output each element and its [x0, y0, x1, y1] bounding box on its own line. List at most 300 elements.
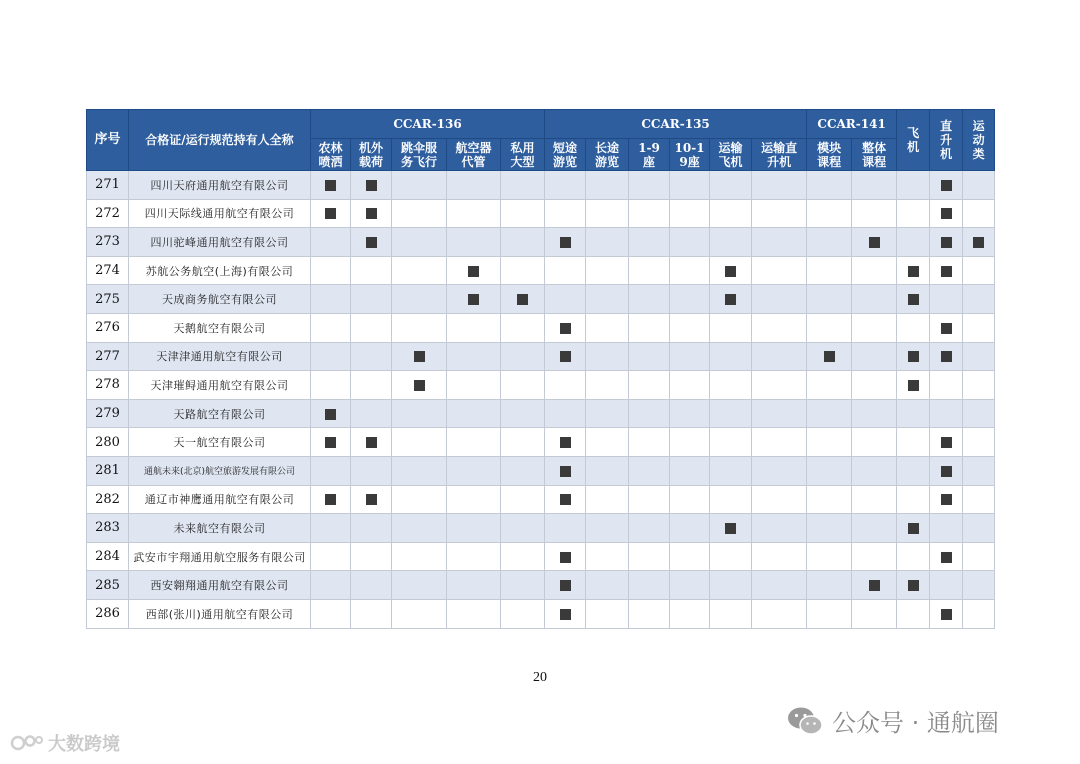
table-row [87, 514, 995, 543]
mark-cell [501, 571, 545, 600]
mark-cell [930, 514, 963, 543]
table-row [87, 571, 995, 600]
mark-cell [930, 285, 963, 314]
mark-cell [897, 285, 930, 314]
mark-cell [670, 456, 710, 485]
mark-cell [629, 542, 670, 571]
mark-cell [351, 171, 392, 200]
mark-cell [807, 428, 852, 457]
mark-cell [670, 313, 710, 342]
mark-cell [351, 342, 392, 371]
mark-cell [311, 171, 351, 200]
mark-cell [311, 428, 351, 457]
company-name: 西部(张川)通用航空有限公司 [129, 599, 311, 628]
check-mark-square [325, 494, 336, 505]
row-number: 284 [87, 542, 129, 571]
mark-cell [311, 313, 351, 342]
mark-cell [807, 542, 852, 571]
mark-cell [963, 371, 995, 400]
company-name: 天路航空有限公司 [129, 399, 311, 428]
mark-cell [545, 456, 586, 485]
mark-cell [930, 485, 963, 514]
mark-cell [501, 485, 545, 514]
mark-cell [897, 199, 930, 228]
header-seq: 序号 [87, 110, 129, 171]
mark-cell [897, 571, 930, 600]
mark-cell [963, 256, 995, 285]
mark-cell [710, 313, 752, 342]
mark-cell [351, 571, 392, 600]
mark-cell [447, 342, 501, 371]
header-group-ccar136: CCAR-136 [311, 110, 545, 139]
check-mark-square [941, 466, 952, 477]
check-mark-square [908, 294, 919, 305]
mark-cell [392, 514, 447, 543]
mark-cell [852, 342, 897, 371]
check-mark-square [941, 552, 952, 563]
mark-cell [670, 514, 710, 543]
mark-cell [392, 342, 447, 371]
mark-cell [852, 542, 897, 571]
mark-cell [501, 228, 545, 257]
mark-cell [311, 571, 351, 600]
mark-cell [351, 542, 392, 571]
mark-cell [807, 342, 852, 371]
mark-cell [447, 371, 501, 400]
mark-cell [351, 313, 392, 342]
mark-cell [670, 485, 710, 514]
mark-cell [501, 199, 545, 228]
check-mark-square [869, 580, 880, 591]
mark-cell [670, 171, 710, 200]
header-helicopter: 直 升 机 [930, 110, 963, 171]
mark-cell [852, 256, 897, 285]
mark-cell [392, 228, 447, 257]
mark-cell [447, 456, 501, 485]
watermark-left-text: 大数跨境 [48, 734, 120, 755]
row-number: 273 [87, 228, 129, 257]
company-name: 西安翱翔通用航空有限公司 [129, 571, 311, 600]
mark-cell [930, 399, 963, 428]
header-sub-long-tour: 长途 游览 [586, 139, 629, 171]
mark-cell [752, 342, 807, 371]
row-number: 282 [87, 485, 129, 514]
mark-cell [311, 399, 351, 428]
mark-cell [392, 171, 447, 200]
table-row [87, 313, 995, 342]
mark-cell [807, 456, 852, 485]
mark-cell [629, 228, 670, 257]
mark-cell [311, 542, 351, 571]
mark-cell [392, 428, 447, 457]
mark-cell [670, 571, 710, 600]
mark-cell [963, 571, 995, 600]
mark-cell [501, 171, 545, 200]
mark-cell [710, 456, 752, 485]
check-mark-square [560, 351, 571, 362]
mark-cell [447, 199, 501, 228]
mark-cell [629, 571, 670, 600]
mark-cell [447, 599, 501, 628]
company-name: 苏航公务航空(上海)有限公司 [129, 256, 311, 285]
mark-cell [501, 313, 545, 342]
mark-cell [930, 199, 963, 228]
check-mark-square [560, 237, 571, 248]
check-mark-square [325, 437, 336, 448]
mark-cell [963, 399, 995, 428]
mark-cell [752, 599, 807, 628]
check-mark-square [366, 208, 377, 219]
header-sport: 运 动 类 [963, 110, 995, 171]
mark-cell [963, 599, 995, 628]
mark-cell [710, 228, 752, 257]
mark-cell [670, 199, 710, 228]
mark-cell [963, 514, 995, 543]
mark-cell [710, 285, 752, 314]
mark-cell [351, 485, 392, 514]
mark-cell [545, 485, 586, 514]
mark-cell [501, 399, 545, 428]
mark-cell [852, 571, 897, 600]
mark-cell [392, 256, 447, 285]
mark-cell [852, 428, 897, 457]
mark-cell [752, 571, 807, 600]
mark-cell [710, 399, 752, 428]
mark-cell [807, 199, 852, 228]
mark-cell [752, 542, 807, 571]
mark-cell [752, 228, 807, 257]
company-name: 天一航空有限公司 [129, 428, 311, 457]
check-mark-square [941, 494, 952, 505]
bigdata-logo-icon [10, 733, 44, 753]
check-mark-square [325, 180, 336, 191]
mark-cell [897, 228, 930, 257]
mark-cell [670, 285, 710, 314]
mark-cell [852, 599, 897, 628]
mark-cell [930, 571, 963, 600]
table-row [87, 256, 995, 285]
mark-cell [629, 399, 670, 428]
mark-cell [897, 313, 930, 342]
mark-cell [670, 399, 710, 428]
mark-cell [351, 428, 392, 457]
check-mark-square [725, 294, 736, 305]
row-number: 283 [87, 514, 129, 543]
mark-cell [629, 371, 670, 400]
mark-cell [930, 313, 963, 342]
mark-cell [351, 599, 392, 628]
row-number: 280 [87, 428, 129, 457]
mark-cell [351, 256, 392, 285]
mark-cell [897, 599, 930, 628]
mark-cell [447, 428, 501, 457]
mark-cell [501, 256, 545, 285]
mark-cell [807, 514, 852, 543]
mark-cell [629, 485, 670, 514]
mark-cell [447, 542, 501, 571]
table-row [87, 171, 995, 200]
watermark-left [10, 730, 120, 756]
header-holder-name: 合格证/运行规范持有人全称 [129, 110, 311, 171]
check-mark-square [973, 237, 984, 248]
mark-cell [586, 342, 629, 371]
table-row [87, 485, 995, 514]
mark-cell [897, 399, 930, 428]
watermark-right [786, 703, 999, 738]
check-mark-square [560, 552, 571, 563]
table-row [87, 542, 995, 571]
mark-cell [963, 456, 995, 485]
check-mark-square [941, 351, 952, 362]
check-mark-square [560, 609, 571, 620]
check-mark-square [869, 237, 880, 248]
check-mark-square [725, 523, 736, 534]
mark-cell [629, 313, 670, 342]
check-mark-square [908, 351, 919, 362]
mark-cell [586, 256, 629, 285]
mark-cell [807, 171, 852, 200]
mark-cell [447, 171, 501, 200]
check-mark-square [325, 409, 336, 420]
mark-cell [930, 542, 963, 571]
mark-cell [963, 171, 995, 200]
row-number: 285 [87, 571, 129, 600]
header-sub-transport-plane: 运输 飞机 [710, 139, 752, 171]
page-number: 20 [533, 670, 547, 685]
mark-cell [586, 599, 629, 628]
header-sub-short-tour: 短途 游览 [545, 139, 586, 171]
header-group-ccar141: CCAR-141 [807, 110, 897, 139]
mark-cell [311, 371, 351, 400]
mark-cell [447, 285, 501, 314]
check-mark-square [560, 466, 571, 477]
company-name: 天津津通用航空有限公司 [129, 342, 311, 371]
mark-cell [311, 228, 351, 257]
mark-cell [629, 256, 670, 285]
mark-cell [447, 571, 501, 600]
company-name: 武安市宇翔通用航空服务有限公司 [129, 542, 311, 571]
mark-cell [501, 542, 545, 571]
mark-cell [311, 514, 351, 543]
row-number: 277 [87, 342, 129, 371]
mark-cell [852, 485, 897, 514]
mark-cell [897, 256, 930, 285]
mark-cell [545, 371, 586, 400]
company-name: 天鹅航空有限公司 [129, 313, 311, 342]
mark-cell [392, 313, 447, 342]
mark-cell [545, 428, 586, 457]
mark-cell [752, 371, 807, 400]
mark-cell [963, 199, 995, 228]
mark-cell [963, 542, 995, 571]
check-mark-square [908, 266, 919, 277]
mark-cell [963, 228, 995, 257]
mark-cell [447, 228, 501, 257]
mark-cell [930, 428, 963, 457]
mark-cell [710, 342, 752, 371]
mark-cell [447, 399, 501, 428]
mark-cell [311, 199, 351, 228]
check-mark-square [414, 380, 425, 391]
mark-cell [392, 456, 447, 485]
mark-cell [852, 171, 897, 200]
row-number: 272 [87, 199, 129, 228]
mark-cell [629, 599, 670, 628]
mark-cell [963, 342, 995, 371]
mark-cell [392, 485, 447, 514]
mark-cell [752, 485, 807, 514]
mark-cell [670, 228, 710, 257]
check-mark-square [941, 180, 952, 191]
mark-cell [629, 514, 670, 543]
company-name: 通辽市神鹰通用航空有限公司 [129, 485, 311, 514]
mark-cell [586, 485, 629, 514]
mark-cell [586, 428, 629, 457]
mark-cell [586, 313, 629, 342]
header-sub-external-load: 机外 载荷 [351, 139, 392, 171]
mark-cell [807, 285, 852, 314]
mark-cell [897, 342, 930, 371]
check-mark-square [941, 237, 952, 248]
mark-cell [545, 256, 586, 285]
header-sub-private-large: 私用 大型 [501, 139, 545, 171]
mark-cell [586, 514, 629, 543]
mark-cell [351, 371, 392, 400]
mark-cell [392, 599, 447, 628]
mark-cell [670, 599, 710, 628]
mark-cell [852, 514, 897, 543]
mark-cell [629, 285, 670, 314]
company-name: 天津璀鲟通用航空有限公司 [129, 371, 311, 400]
check-mark-square [941, 609, 952, 620]
mark-cell [852, 228, 897, 257]
mark-cell [501, 456, 545, 485]
row-number: 271 [87, 171, 129, 200]
mark-cell [852, 456, 897, 485]
check-mark-square [941, 323, 952, 334]
mark-cell [670, 542, 710, 571]
mark-cell [710, 371, 752, 400]
check-mark-square [468, 294, 479, 305]
header-sub-ag-spray: 农林 喷洒 [311, 139, 351, 171]
header-group-ccar135: CCAR-135 [545, 110, 807, 139]
check-mark-square [560, 323, 571, 334]
mark-cell [311, 256, 351, 285]
watermark-right-text: 公众号 · 通航圈 [832, 709, 999, 737]
mark-cell [710, 485, 752, 514]
mark-cell [930, 256, 963, 285]
table-body [87, 171, 995, 629]
mark-cell [392, 571, 447, 600]
mark-cell [311, 342, 351, 371]
mark-cell [447, 514, 501, 543]
mark-cell [545, 313, 586, 342]
check-mark-square [941, 208, 952, 219]
mark-cell [586, 228, 629, 257]
wechat-icon [786, 705, 824, 737]
check-mark-square [560, 494, 571, 505]
header-sub-transport-heli: 运输直 升机 [752, 139, 807, 171]
mark-cell [930, 599, 963, 628]
mark-cell [545, 399, 586, 428]
mark-cell [586, 571, 629, 600]
mark-cell [501, 285, 545, 314]
table-row [87, 599, 995, 628]
company-name: 未来航空有限公司 [129, 514, 311, 543]
mark-cell [501, 342, 545, 371]
check-mark-square [366, 494, 377, 505]
check-mark-square [725, 266, 736, 277]
mark-cell [852, 371, 897, 400]
mark-cell [586, 285, 629, 314]
mark-cell [897, 371, 930, 400]
mark-cell [351, 514, 392, 543]
check-mark-square [824, 351, 835, 362]
header-sub-integrated-course: 整体 课程 [852, 139, 897, 171]
mark-cell [710, 599, 752, 628]
mark-cell [392, 199, 447, 228]
mark-cell [752, 514, 807, 543]
mark-cell [710, 514, 752, 543]
mark-cell [351, 228, 392, 257]
check-mark-square [366, 437, 377, 448]
mark-cell [629, 199, 670, 228]
mark-cell [670, 371, 710, 400]
company-name: 四川驼峰通用航空有限公司 [129, 228, 311, 257]
mark-cell [930, 371, 963, 400]
row-number: 281 [87, 456, 129, 485]
mark-cell [963, 485, 995, 514]
check-mark-square [366, 237, 377, 248]
mark-cell [392, 542, 447, 571]
check-mark-square [468, 266, 479, 277]
mark-cell [351, 456, 392, 485]
header-plane: 飞 机 [897, 110, 930, 171]
header-sub-module-course: 模块 课程 [807, 139, 852, 171]
mark-cell [501, 599, 545, 628]
mark-cell [852, 285, 897, 314]
check-mark-square [325, 208, 336, 219]
mark-cell [752, 399, 807, 428]
mark-cell [807, 599, 852, 628]
mark-cell [670, 428, 710, 457]
row-number: 286 [87, 599, 129, 628]
mark-cell [545, 171, 586, 200]
mark-cell [586, 456, 629, 485]
mark-cell [501, 514, 545, 543]
company-name: 天成商务航空有限公司 [129, 285, 311, 314]
mark-cell [897, 542, 930, 571]
table-row [87, 285, 995, 314]
check-mark-square [908, 380, 919, 391]
mark-cell [807, 485, 852, 514]
header-sub-parachute: 跳伞服 务飞行 [392, 139, 447, 171]
mark-cell [392, 371, 447, 400]
mark-cell [752, 313, 807, 342]
mark-cell [963, 285, 995, 314]
check-mark-square [560, 580, 571, 591]
table-row [87, 228, 995, 257]
mark-cell [586, 542, 629, 571]
mark-cell [586, 371, 629, 400]
mark-cell [897, 428, 930, 457]
mark-cell [897, 456, 930, 485]
company-name: 四川天际线通用航空有限公司 [129, 199, 311, 228]
table-row [87, 371, 995, 400]
mark-cell [807, 571, 852, 600]
mark-cell [629, 171, 670, 200]
mark-cell [807, 371, 852, 400]
